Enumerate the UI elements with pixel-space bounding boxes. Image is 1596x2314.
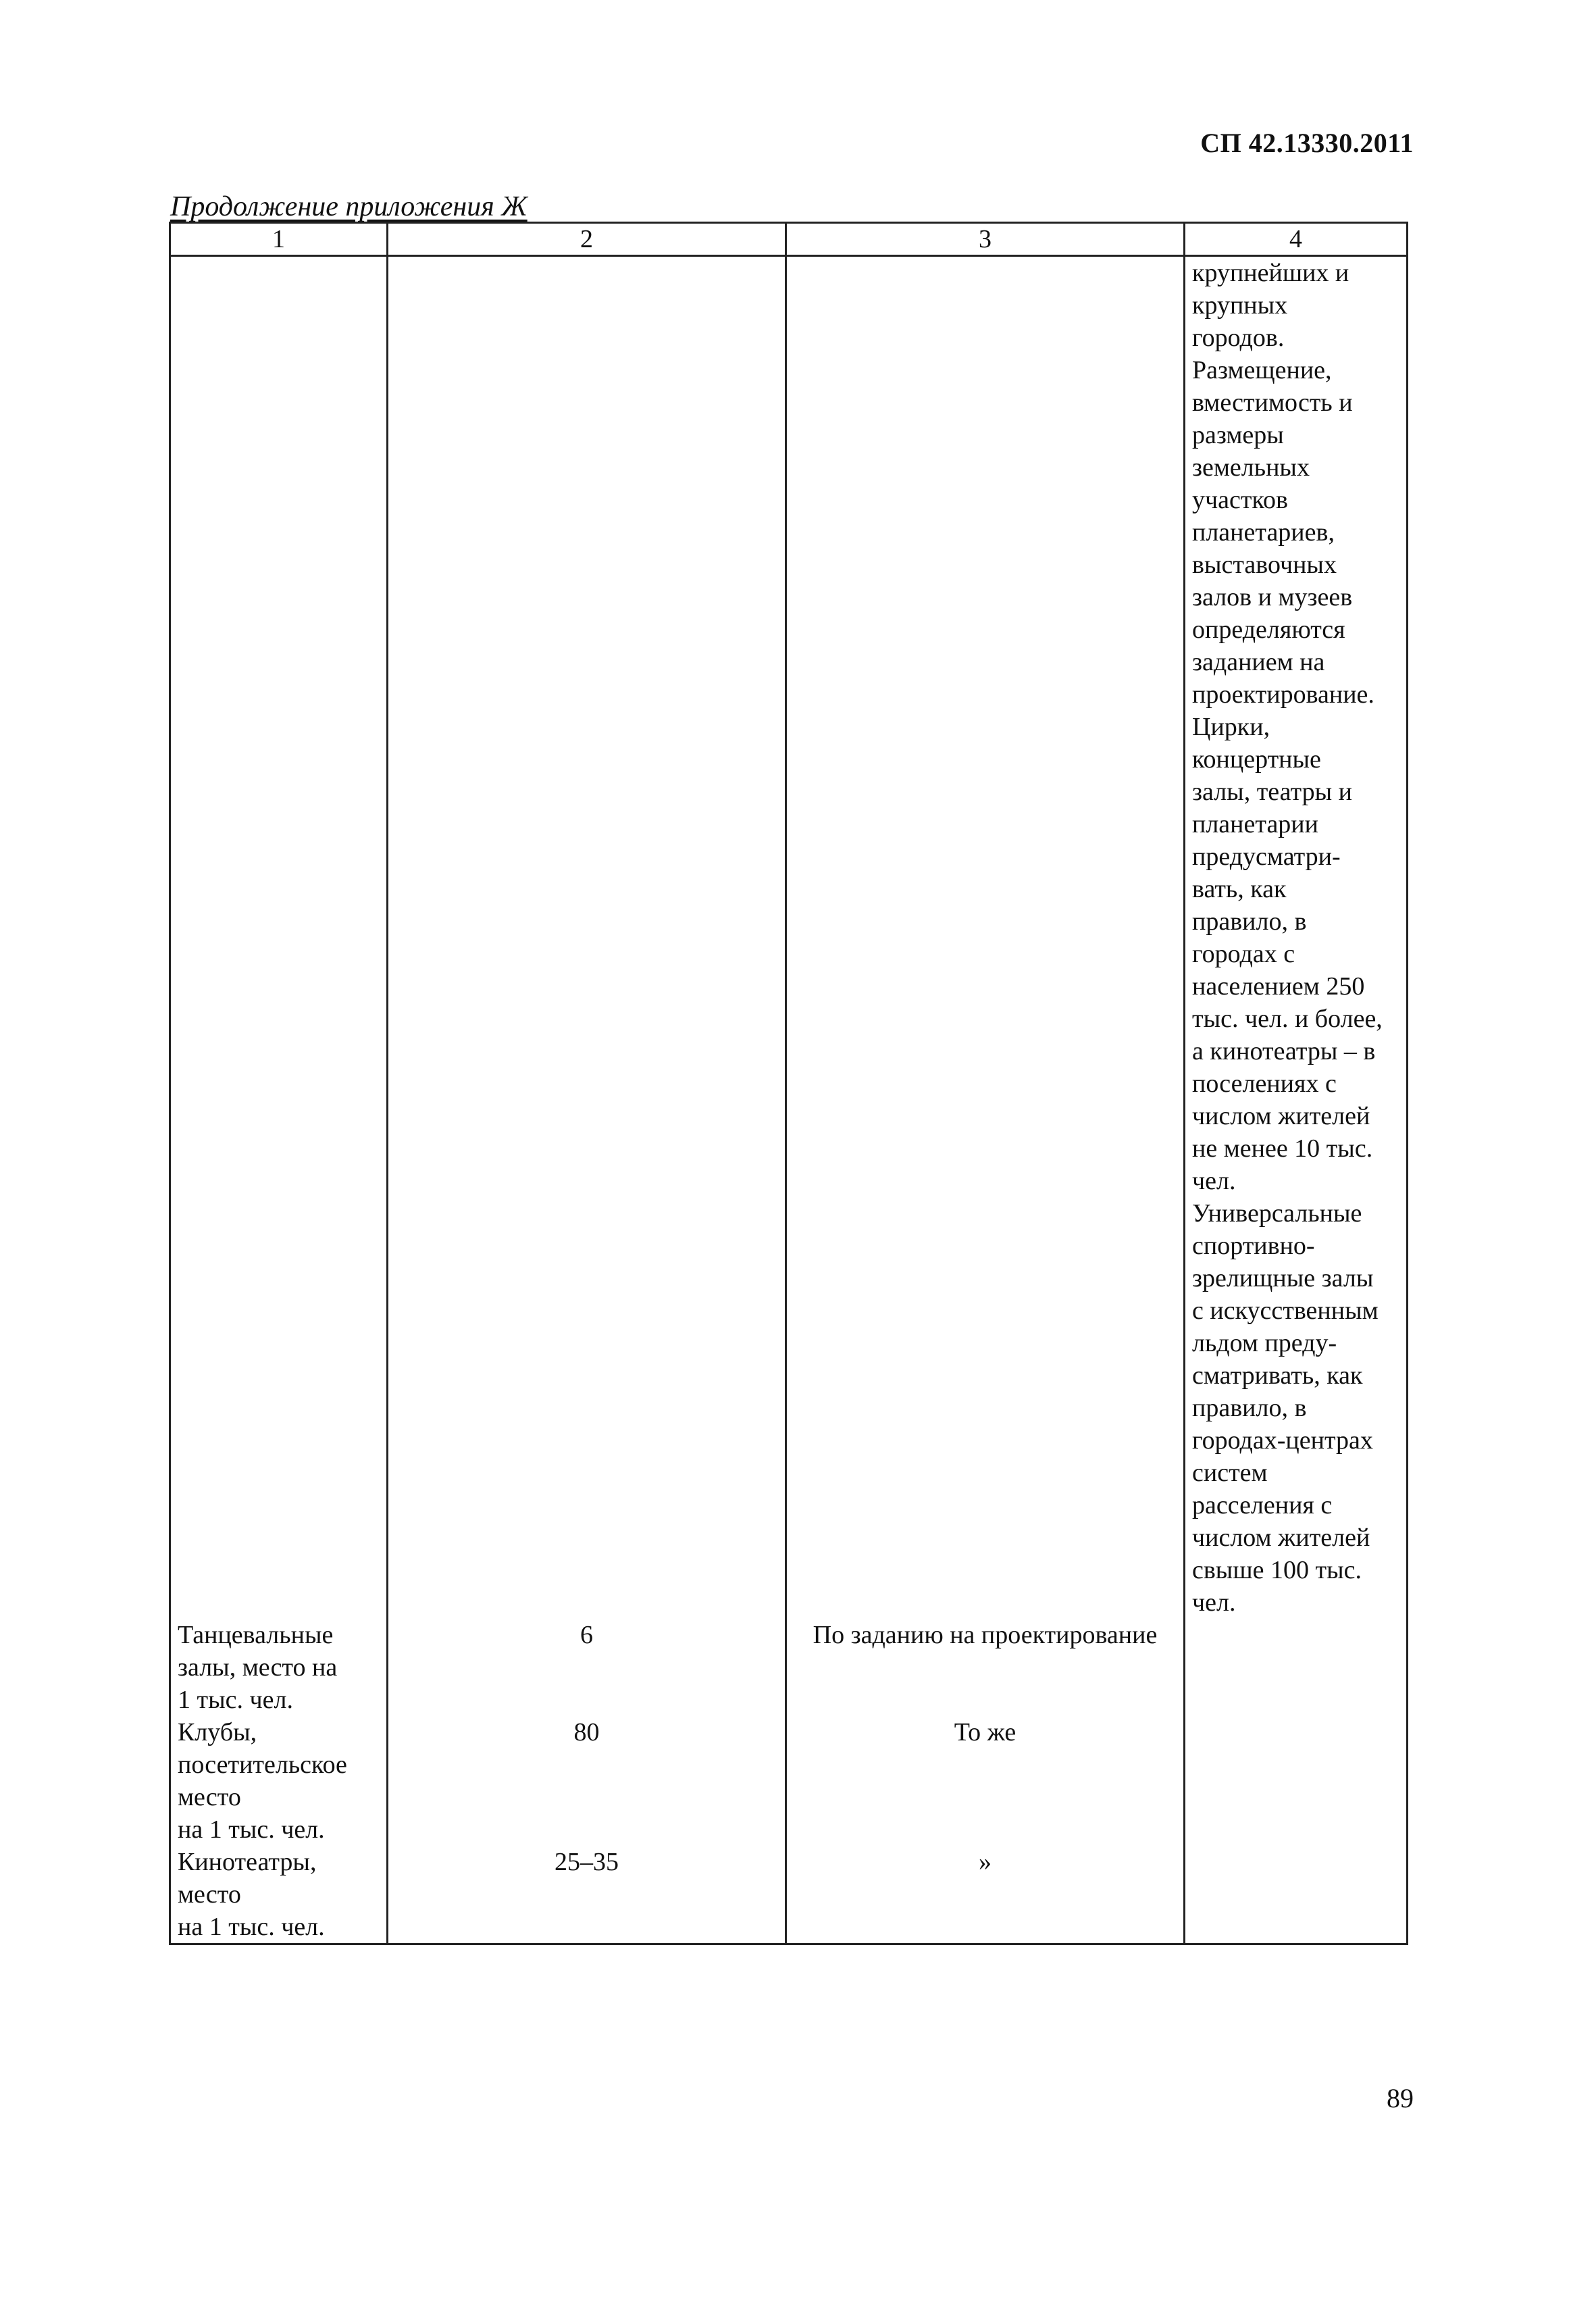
note-line: крупнейших и [1192,259,1349,287]
land-plot-cell: То же [786,1716,1185,1846]
facility-name-line: Кинотеатры, [178,1848,317,1876]
note-line: а кинотеатры – в [1192,1037,1376,1065]
note-line: не менее 10 тыс. [1192,1134,1373,1163]
note-line: населением 250 [1192,972,1365,1001]
note-line: размеры [1192,421,1284,449]
column-header-2: 2 [388,223,786,256]
facility-name-line: посетительское [178,1751,347,1779]
norm-value-cell: 80 [388,1716,786,1846]
note-line: правило, в [1192,907,1307,936]
table-row-cinemas [170,1846,1408,1944]
note-line: чел. [1192,1167,1236,1195]
facility-name-line: Танцевальные [178,1621,334,1649]
appendix-table [169,222,1408,1945]
note-line: спортивно- [1192,1232,1315,1260]
land-plot-cell: » [786,1846,1185,1944]
norm-value-cell: 6 [388,1619,786,1716]
note-line: числом жителей [1192,1102,1370,1130]
column-header-3: 3 [786,223,1185,256]
cell-empty [170,256,388,1619]
note-line: расселения с [1192,1491,1333,1519]
note-line: тыс. чел. и более, [1192,1005,1383,1033]
norm-value-cell: 25–35 [388,1846,786,1944]
column-header-4: 4 [1185,223,1408,256]
cell-empty [388,256,786,1619]
facility-name-line: место [178,1783,241,1811]
notes-cell-continued [1185,256,1408,1619]
note-line: вместимость и [1192,388,1353,417]
note-line: земельных [1192,453,1310,482]
table-caption: Продолжение приложения Ж [170,191,527,222]
note-line: заданием на [1192,648,1325,676]
note-line: концертные [1192,745,1321,774]
note-line: свыше 100 тыс. [1192,1556,1362,1584]
cell-empty [1185,1846,1408,1944]
page-number: 89 [1387,2083,1414,2113]
note-line: городах с [1192,940,1295,968]
note-line: с искусственным [1192,1297,1379,1325]
cell-empty [1185,1716,1408,1846]
note-line: числом жителей [1192,1524,1370,1552]
note-line: выставочных [1192,551,1337,579]
table-row-clubs [170,1716,1408,1846]
note-line: сматривать, как [1192,1361,1363,1390]
note-line: Цирки, [1192,713,1270,741]
note-line: вать, как [1192,875,1287,903]
note-line: крупных [1192,291,1288,320]
note-line: чел. [1192,1588,1236,1617]
note-line: залы, театры и [1192,778,1352,806]
note-line: проектирование. [1192,680,1374,709]
facility-name-line: Клубы, [178,1718,257,1746]
note-line: участков [1192,486,1288,514]
note-line: предусматри- [1192,842,1341,871]
facility-name-line: место [178,1880,241,1909]
note-line: систем [1192,1459,1268,1487]
note-line: Размещение, [1192,356,1332,384]
table-header-row [170,223,1408,256]
note-line: Универсальные [1192,1199,1362,1228]
column-header-1: 1 [170,223,388,256]
note-line: зрелищные залы [1192,1264,1374,1292]
facility-name-line: на 1 тыс. чел. [178,1815,325,1844]
table-row-dance-halls [170,1619,1408,1716]
note-line: планетарии [1192,810,1318,838]
cell-empty [786,256,1185,1619]
document-code: СП 42.13330.2011 [1200,128,1414,158]
note-line: городов. [1192,324,1285,352]
note-line: залов и музеев [1192,583,1353,611]
facility-name-cell [170,1716,388,1846]
note-line: льдом преду- [1192,1329,1337,1357]
note-line: городах-центрах [1192,1426,1373,1455]
land-plot-cell: По заданию на проектирование [786,1619,1185,1716]
table-row-continued [170,256,1408,1619]
cell-empty [1185,1619,1408,1716]
note-line: поселениях с [1192,1070,1337,1098]
note-line: планетариев, [1192,518,1335,547]
facility-name-line: на 1 тыс. чел. [178,1913,325,1941]
note-line: определяются [1192,615,1345,644]
facility-name-line: залы, место на [178,1653,338,1682]
facility-name-cell [170,1619,388,1716]
note-line: правило, в [1192,1394,1307,1422]
facility-name-cell [170,1846,388,1944]
facility-name-line: 1 тыс. чел. [178,1686,293,1714]
